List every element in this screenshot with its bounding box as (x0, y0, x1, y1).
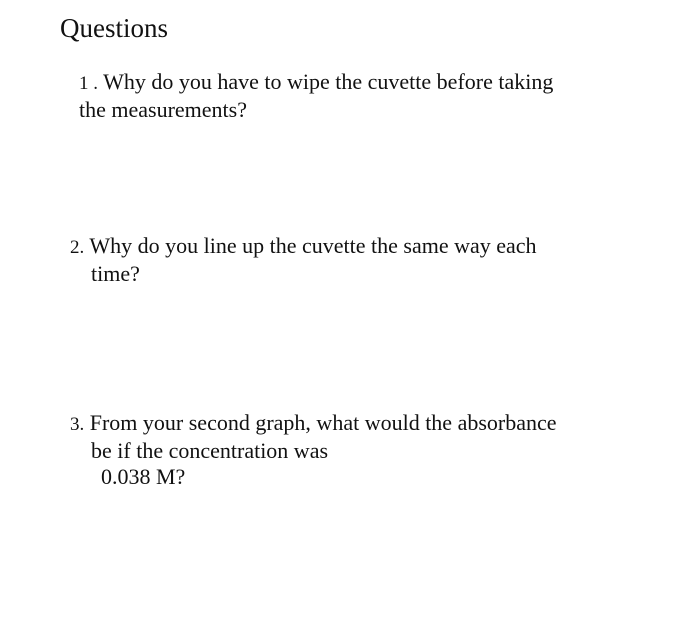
question-1-text-line-2: the measurements? (79, 97, 247, 122)
page-title: Questions (60, 13, 168, 43)
question-2-number: 2. (70, 237, 85, 258)
question-1 (79, 69, 553, 123)
question-3-text-line-1: From your second graph, what would the absorbance (89, 410, 557, 435)
question-3-text-line-2: be if the concentration was (91, 438, 329, 463)
question-3-line-1 (70, 410, 557, 438)
question-2-text-line-1: Why do you line up the cuvette the same way each (89, 233, 537, 258)
question-3-number: 3. (70, 414, 85, 435)
question-2 (70, 233, 537, 287)
question-1-line-1 (79, 69, 553, 97)
question-2-text-line-2: time? (91, 261, 140, 286)
question-2-line-1 (70, 233, 537, 261)
question-1-number: 1 . (79, 73, 98, 94)
question-3-text-line-3: 0.038 M? (101, 464, 186, 489)
question-1-text-line-1: Why do you have to wipe the cuvette before taking (103, 69, 554, 94)
question-3 (70, 410, 557, 490)
